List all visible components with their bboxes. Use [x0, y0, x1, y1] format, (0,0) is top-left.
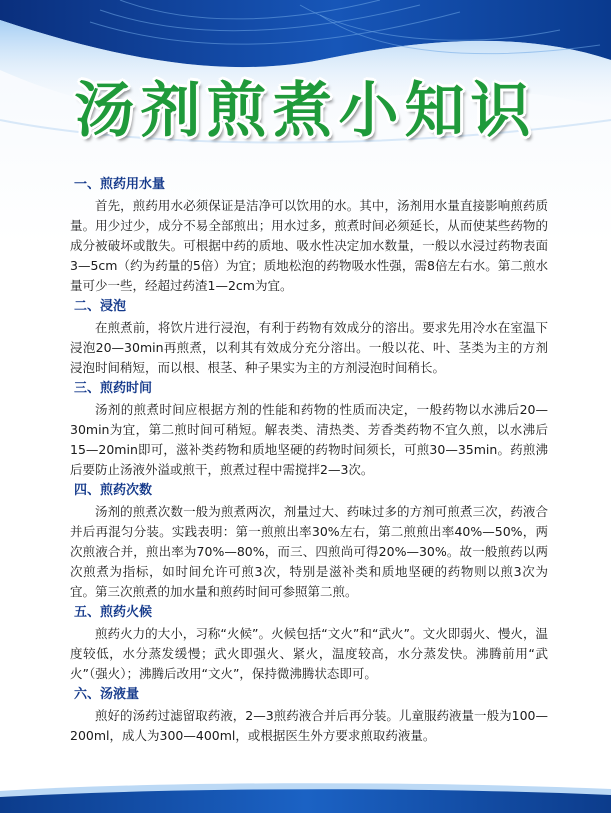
section-heat-control: [70, 602, 548, 684]
section-body: 首先，煎药用水必须保证是洁净可以饮用的水。其中，汤剂用水量直接影响煎药质量。用少过少，成分不易全部煎出；用水过多，煎煮时间必须延长，从而使某些药物的成分被破坏或散失。可根据中药的质地、吸水性决定加水数量，一般以水浸过药物表面3—5cm（约为药量的5倍）为宜；质地松泡的药物吸水性强，需8倍左右水。第二煎水量可少一些，经超过药渣1—2cm为宜。: [70, 198, 548, 293]
section-soaking: [70, 296, 548, 378]
page-title: 汤剂煎煮小知识: [74, 76, 537, 146]
section-decoction-count: [70, 480, 548, 602]
section-heading: 六、汤液量: [74, 687, 140, 702]
section-body: 汤剂的煎煮时间应根据方剂的性能和药物的性质而决定，一般药物以水沸后20—30min为宜，第二煎时间可稍短。解表类、清热类、芳香类药物不宜久煎，以水沸后15—20min即可，滋补类药物和质地坚硬的药物时间须长，可煎30—35min。药煎沸后要防止汤液外溢或煎干，煎煮过程中需搅拌2—3次。: [70, 402, 548, 477]
section-body: 汤剂的煎煮次数一般为煎煮两次，剂量过大、药味过多的方剂可煎煮三次，药液合并后再混匀分装。实践表明：第一煎煎出率30%左右，第二煎煎出率40%—50%，两次煎液合并，煎出率为70%—80%，而三、四煎尚可得20%—30%。故一般煎药以两次煎煮为指标，如时间允许可煎3次，特别是滋补类和质地坚硬的药物则以煎3次为宜。第三次煎煮的加水量和煎药时间可参照第二煎。: [70, 504, 548, 599]
section-heading: 四、煎药次数: [74, 483, 153, 498]
section-heading: 二、浸泡: [74, 299, 127, 314]
section-body: 煎好的汤药过滤留取药液，2—3煎药液合并后再分装。儿童服药液量一般为100—200ml，成人为300—400ml，或根据医生外方要求煎取药液量。: [70, 708, 548, 743]
footer-wave-art: [0, 773, 611, 813]
section-body: 在煎煮前，将饮片进行浸泡，有利于药物有效成分的溶出。要求先用冷水在室温下浸泡20—30min再煎煮，以利其有效成分充分溶出。一般以花、叶、茎类为主的方剂浸泡时间稍短，而以根、根茎、种子果实为主的方剂浸泡时间稍长。: [70, 320, 548, 375]
section-liquid-volume: [70, 684, 548, 746]
section-heading: 一、煎药用水量: [74, 177, 166, 192]
section-heading: 五、煎药火候: [74, 605, 153, 620]
content-area: [70, 174, 548, 746]
section-heading: 三、煎药时间: [74, 381, 153, 396]
section-water-amount: [70, 174, 548, 296]
section-body: 煎药火力的大小，习称“火候”。火候包括“文火”和“武火”。文火即弱火、慢火，温度较低，水分蒸发缓慢；武火即强火、紧火，温度较高，水分蒸发快。沸腾前用“武火”（强火）；沸腾后改用“文火”，保持微沸腾状态即可。: [70, 626, 548, 681]
section-decoction-time: [70, 378, 548, 480]
